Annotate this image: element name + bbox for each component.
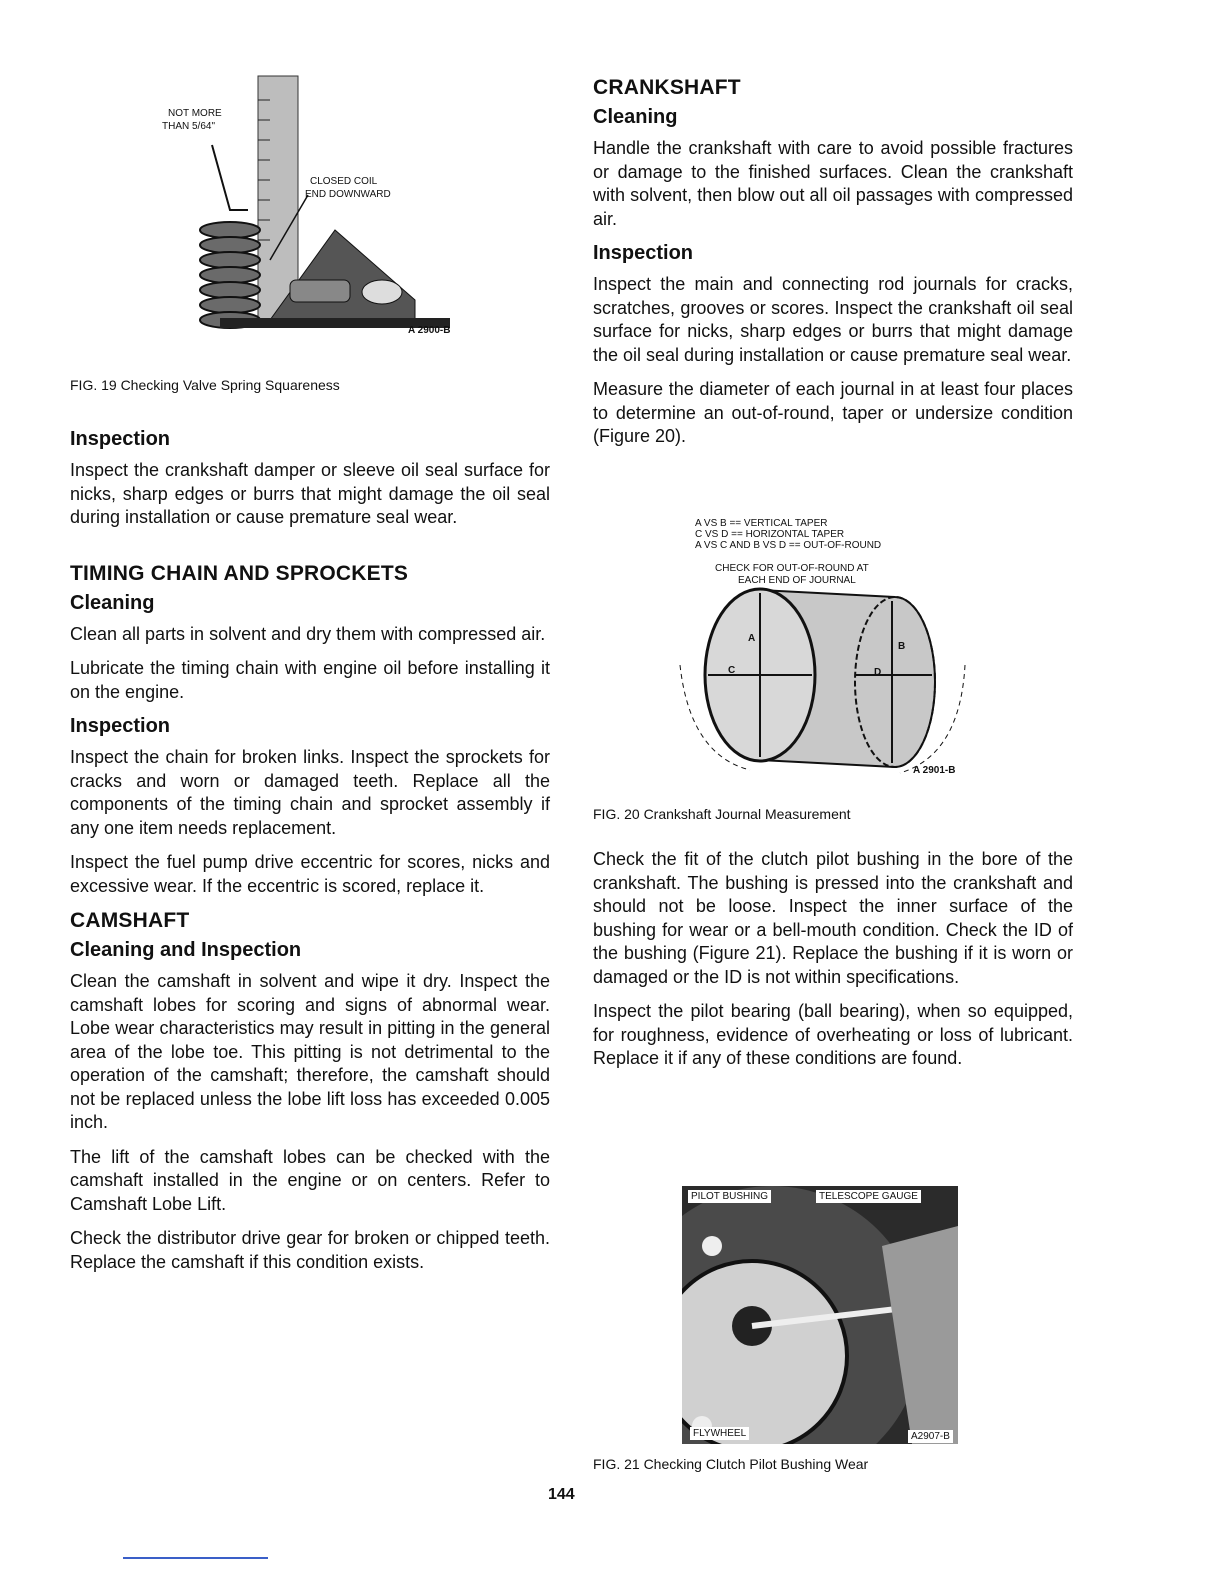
fig19-label-closed-coil: CLOSED COIL bbox=[310, 176, 378, 187]
fig21-label-flywheel: FLYWHEEL bbox=[690, 1427, 749, 1440]
fig20-ref: A 2901-B bbox=[913, 765, 956, 776]
right-column-upper bbox=[593, 76, 1073, 460]
heading-crankshaft: CRANKSHAFT bbox=[593, 76, 741, 99]
fig20-label-b: B bbox=[898, 641, 906, 652]
heading-timing-inspection: Inspection bbox=[70, 715, 171, 737]
para-camshaft-2: The lift of the camshaft lobes can be checked with the camshaft installed in the engine or on centers. Refer to Camshaft Lobe Lift. bbox=[70, 1146, 550, 1214]
fig20-label-c: C bbox=[728, 665, 736, 676]
fig20-legend-2: C VS D == HORIZONTAL TAPER bbox=[695, 529, 845, 540]
heading-timing-cleaning: Cleaning bbox=[70, 591, 155, 614]
fig20-label-a: A bbox=[748, 633, 756, 644]
fig19-label-not-more: NOT MORE bbox=[168, 108, 222, 119]
footer-line bbox=[123, 1557, 268, 1559]
fig19-caption: FIG. 19 Checking Valve Spring Squareness bbox=[70, 377, 340, 393]
fig19-label-end-downward: END DOWNWARD bbox=[305, 189, 391, 200]
para-pilot-bushing: Check the fit of the clutch pilot bushing in the bore of the crankshaft. The bushing is pressed into the crankshaft and should not be loose. Inspect the inner surface of the bushing for wear or a bell-mouth condition. Check the ID of the bushing (Figure 21). Replace the bushing if it is worn or damaged or the ID is not within specifications. bbox=[593, 849, 1073, 987]
heading-crankshaft-inspection: Inspection bbox=[593, 242, 694, 264]
para-pilot-bearing: Inspect the pilot bearing (ball bearing), when so equipped, for roughness, evidence of overheating or loss of lubricant. Replace it if any of these conditions are found. bbox=[593, 1001, 1073, 1068]
fig20-note-2: EACH END OF JOURNAL bbox=[738, 575, 856, 586]
para-inspection-damper: Inspect the crankshaft damper or sleeve oil seal surface for nicks, sharp edges or burrs that might damage the oil seal during installation or cause premature seal wear. bbox=[70, 460, 550, 527]
heading-timing-chain: TIMING CHAIN AND SPROCKETS bbox=[70, 561, 409, 585]
fig20-note-1: CHECK FOR OUT-OF-ROUND AT bbox=[715, 563, 869, 574]
para-crankshaft-inspection-2: Measure the diameter of each journal in at least four places to determine an out-of-round, taper or undersize condition (Figure 20). bbox=[593, 379, 1073, 446]
page-number: 144 bbox=[548, 1486, 575, 1503]
para-timing-cleaning-1: Clean all parts in solvent and dry them with compressed air. bbox=[70, 623, 546, 644]
fig20-legend-1: A VS B == VERTICAL TAPER bbox=[695, 518, 828, 529]
heading-camshaft-cleaning: Cleaning and Inspection bbox=[70, 939, 302, 961]
heading-camshaft: CAMSHAFT bbox=[70, 909, 190, 932]
journal-cylinder-drawing bbox=[670, 515, 990, 780]
para-timing-cleaning-2: Lubricate the timing chain with engine oil before installing it on the engine. bbox=[70, 658, 550, 702]
pilot-bushing-photo-drawing bbox=[682, 1186, 958, 1444]
fig19-label-than: THAN 5/64" bbox=[162, 121, 216, 132]
fig21-label-gauge: TELESCOPE GAUGE bbox=[816, 1190, 921, 1203]
fig21-ref: A2907-B bbox=[908, 1430, 953, 1443]
para-crankshaft-cleaning: Handle the crankshaft with care to avoid possible fractures or damage to the finished surfaces. Clean the crankshaft with solvent, then blow out all oil passages with compressed air. bbox=[593, 138, 1073, 229]
para-camshaft-3: Check the distributor drive gear for broken or chipped teeth. Replace the camshaft if this condition exists. bbox=[70, 1228, 550, 1272]
para-crankshaft-inspection-1: Inspect the main and connecting rod journals for cracks, scratches, grooves or scores. Inspect the crankshaft oil seal surface for nicks, sharp edges or burrs that might damage the oil seal during installation or cause premature seal wear. bbox=[593, 274, 1073, 365]
para-camshaft-1: Clean the camshaft in solvent and wipe it dry. Inspect the camshaft lobes for scoring and signs of abnormal wear. Lobe wear characteristics may result in pitting in the general area of the lobe toe. This pitting is not detrimental to the operation of the camshaft; therefore, the camshaft should not be replaced unless the lobe lift loss has exceeded 0.005 inch. bbox=[70, 971, 550, 1132]
heading-inspection-damper: Inspection bbox=[70, 428, 171, 450]
fig21-caption: FIG. 21 Checking Clutch Pilot Bushing Wear bbox=[593, 1456, 869, 1472]
fig19-illustration bbox=[160, 70, 470, 340]
fig21-photo bbox=[682, 1186, 958, 1444]
heading-crankshaft-cleaning: Cleaning bbox=[593, 106, 678, 128]
left-column bbox=[70, 428, 550, 1285]
fig20-label-d: D bbox=[874, 667, 882, 678]
para-timing-inspection-1: Inspect the chain for broken links. Inspect the sprockets for cracks and worn or damaged teeth. Replace all the components of the timing chain and sprocket assembly if any one item needs replacement. bbox=[70, 747, 550, 838]
fig20-illustration bbox=[670, 515, 990, 780]
fig21-label-pilot: PILOT BUSHING bbox=[688, 1190, 771, 1203]
para-timing-inspection-2: Inspect the fuel pump drive eccentric for scores, nicks and excessive wear. If the eccentric is scored, replace it. bbox=[70, 852, 550, 896]
fig20-caption: FIG. 20 Crankshaft Journal Measurement bbox=[593, 806, 851, 822]
fig20-legend-3: A VS C AND B VS D == OUT-OF-ROUND bbox=[695, 540, 882, 551]
right-column-lower bbox=[593, 848, 1073, 1082]
fig19-ref: A 2900-B bbox=[408, 325, 451, 336]
